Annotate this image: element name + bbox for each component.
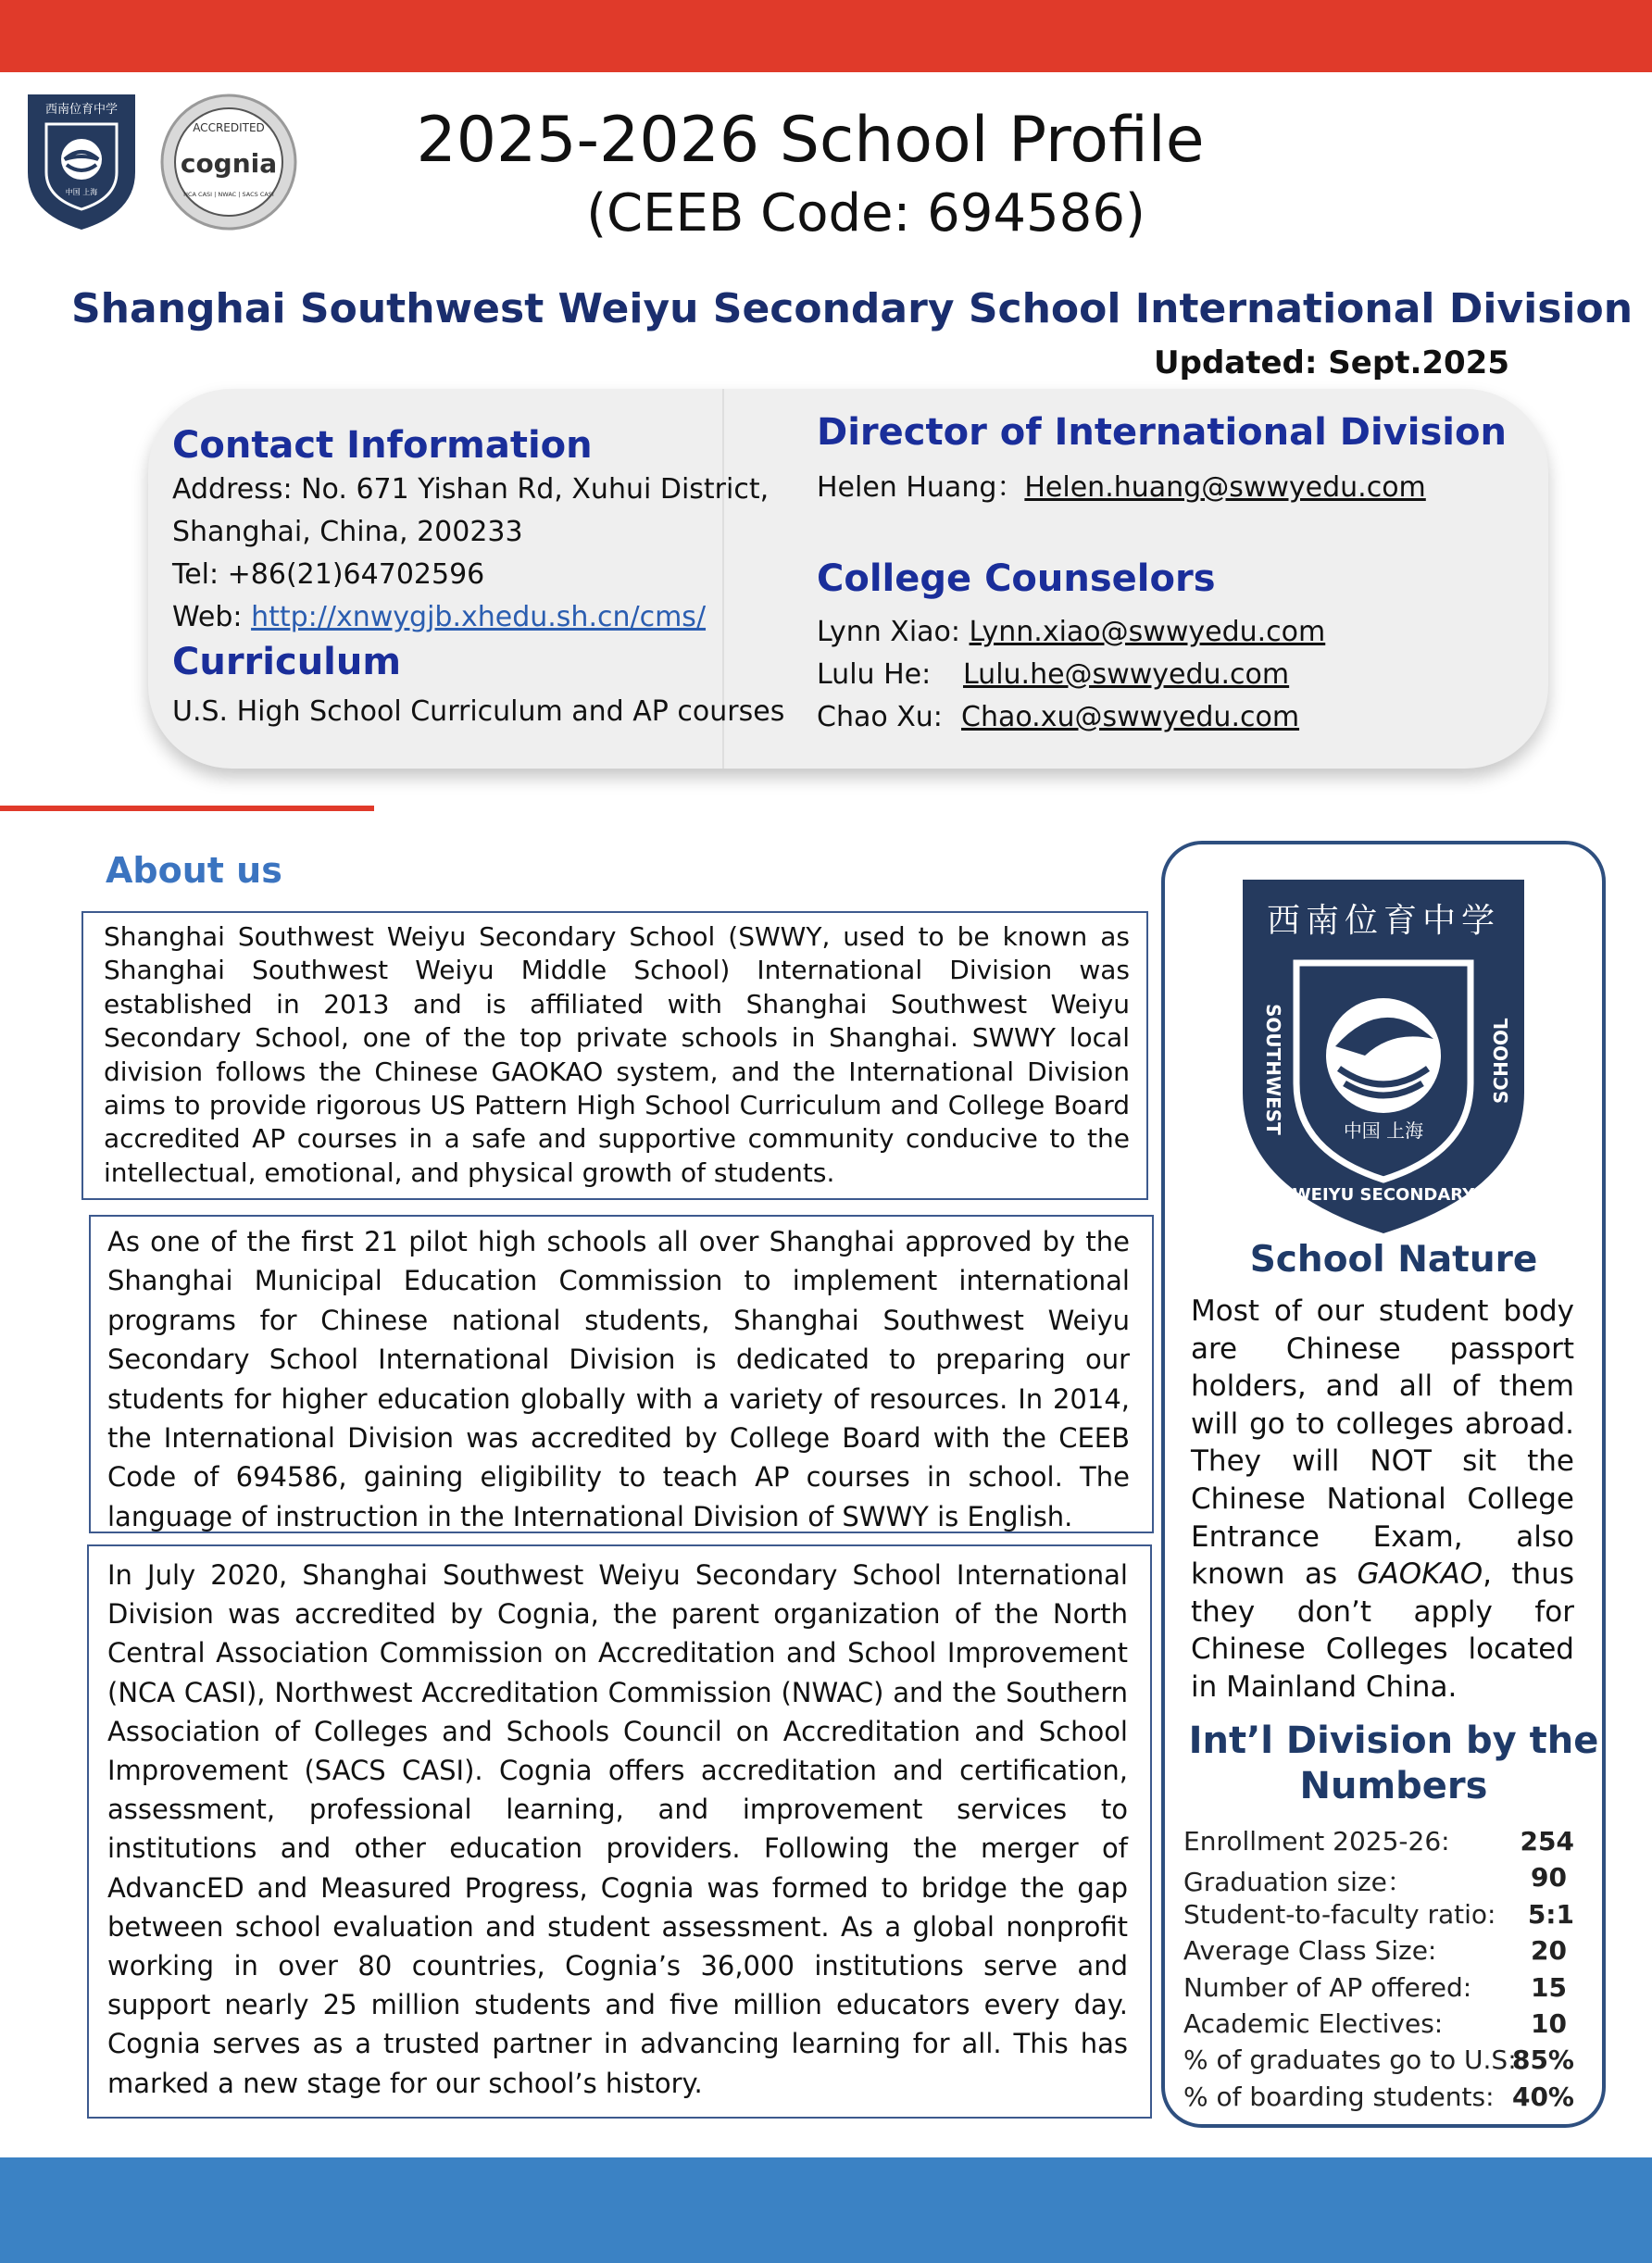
emblem-city: 中国 上海	[65, 188, 98, 196]
school-emblem-large	[1235, 874, 1532, 1237]
curriculum-text: U.S. High School Curriculum and AP courses	[172, 695, 785, 728]
curriculum-heading: Curriculum	[172, 641, 402, 683]
counselor-row	[817, 696, 1299, 739]
page-title: 2025-2026 School Profile	[416, 104, 1205, 177]
counselor-name: Chao Xu:	[817, 701, 943, 733]
gaokao-term: GAOKAO	[1357, 1557, 1483, 1592]
director-name: Helen Huang：	[817, 471, 1025, 504]
stats-list	[1183, 1826, 1574, 2118]
stat-value: 10	[1531, 2007, 1567, 2039]
stat-value: 85%	[1511, 2044, 1574, 2076]
nature-text-end: , thus they don’t apply for Chinese Colleges located in Mainland China.	[1191, 1557, 1574, 1704]
contact-address-line2: Shanghai, China, 200233	[172, 516, 523, 548]
about-paragraph-3: In July 2020, Shanghai Southwest Weiyu Secondary School International Division was accredited by Cognia, the parent organization of the North Central Association Commission on Accreditation and School Improvement (NCA CASI), Northwest Accreditation Commission (NWAC) and the Southern Association of Colleges and Schools Council on Accreditation and School Improvement (SACS CASI). Cognia offers accreditation and certification, assessment, professional learning, and improvement services to institutions and other education providers. Following the merger of AdvancED and Measured Progress, Cognia was formed to bridge the gap between school evaluation and student assessment. As a global nonprofit working in over 80 countries, Cognia’s 36,000 institutions serve and support nearly 25 million students and five million educators every day. Cognia serves as a trusted partner in advancing learning for all. This has marked a new stage for our school’s history.	[87, 1544, 1152, 2119]
stat-label: Average Class Size:	[1183, 1935, 1437, 1967]
emblem-top-text: 西南位育中学	[44, 103, 119, 117]
director-heading: Director of International Division	[817, 411, 1507, 454]
contact-heading: Contact Information	[172, 424, 593, 467]
counselor-email-link[interactable]: Chao.xu@swwyedu.com	[961, 701, 1300, 733]
stat-label: Student-to-faculty ratio:	[1183, 1898, 1496, 1930]
stat-value: 40%	[1511, 2081, 1574, 2112]
stat-label: Academic Electives:	[1183, 2007, 1444, 2039]
counselor-email-link[interactable]: Lulu.he@swwyedu.com	[963, 658, 1290, 691]
contact-address-line1: Address: No. 671 Yishan Rd, Xuhui District,	[172, 473, 770, 506]
counselor-row	[817, 654, 1289, 696]
stat-value: 15	[1531, 1971, 1567, 2003]
stat-row	[1183, 1972, 1574, 2008]
director-email-link[interactable]: Helen.huang@swwyedu.com	[1024, 471, 1426, 504]
updated-date: Updated: Sept.2025	[1154, 344, 1509, 381]
emblem-left-text: SOUTHWEST	[1262, 1004, 1284, 1135]
contact-tel: Tel: +86(21)64702596	[172, 558, 485, 591]
stat-row	[1183, 1899, 1574, 1935]
school-nature-text	[1191, 1293, 1574, 1707]
stat-value: 254	[1520, 1826, 1574, 1857]
stat-row	[1183, 2008, 1574, 2044]
school-nature-heading: School Nature	[1249, 1239, 1538, 1281]
about-paragraph-1: Shanghai Southwest Weiyu Secondary School (SWWY, used to be known as Shanghai Southwest Weiyu Middle School) International Division was established in 2013 and is affiliated with Shanghai Southwest Weiyu Secondary School, one of the top private schools in Shanghai. SWWY local division follows the Chinese GAOKAO system, and the International Division aims to provide rigorous US Pattern High School Curriculum and College Board accredited AP courses in a safe and supportive community conducive to the intellectual, emotional, and physical growth of students.	[81, 911, 1148, 1200]
about-heading: About us	[106, 850, 282, 891]
stat-row	[1183, 1826, 1574, 1862]
stat-row	[1183, 1935, 1574, 1971]
emblem-right-text: SCHOOL	[1490, 1018, 1512, 1104]
emblem-top-text: 西南位育中学	[1266, 902, 1501, 940]
cognia-brand-text: cognia	[180, 148, 278, 179]
stat-label: % of graduates go to U.S:	[1183, 2044, 1517, 2076]
stat-value: 5:1	[1527, 1898, 1574, 1930]
stat-value: 90	[1531, 1862, 1567, 1894]
numbers-heading: Int’l Division by the Numbers	[1188, 1719, 1599, 1807]
section-divider	[0, 806, 374, 811]
cognia-accredited-text: ACCREDITED	[193, 121, 265, 134]
contact-web	[172, 596, 706, 639]
stat-label: Enrollment 2025-26:	[1183, 1826, 1450, 1857]
counselor-row	[817, 611, 1325, 654]
top-red-bar	[0, 0, 1652, 72]
cognia-ring-text: NCA CASI | NWAC | SACS CASI	[183, 191, 274, 198]
web-label: Web:	[172, 601, 252, 633]
stat-value: 20	[1531, 1935, 1567, 1967]
counselors-heading: College Counselors	[817, 557, 1216, 600]
stat-label: Number of AP offered:	[1183, 1971, 1472, 2003]
bottom-blue-bar	[0, 2157, 1652, 2263]
counselor-name: Lynn Xiao:	[817, 616, 970, 648]
emblem-bottom-text: WEIYU SECONDARY	[1292, 1185, 1475, 1205]
stat-row	[1183, 1862, 1574, 1898]
stat-label: Graduation size：	[1183, 1867, 1413, 1898]
website-link[interactable]: http://xnwygjb.xhedu.sh.cn/cms/	[251, 601, 707, 633]
nature-text-start: Most of our student body are Chinese passport holders, and all of them will go to colleges abroad. They will NOT sit the Chinese National College Entrance Exam, also known as	[1191, 1294, 1574, 1592]
school-shield-logo	[24, 91, 139, 231]
counselor-email-link[interactable]: Lynn.xiao@swwyedu.com	[969, 616, 1326, 648]
stat-row	[1183, 2044, 1574, 2081]
ceeb-code: (CEEB Code: 694586)	[586, 183, 1145, 244]
emblem-city: 中国 上海	[1343, 1119, 1424, 1142]
about-paragraph-2: As one of the first 21 pilot high schools all over Shanghai approved by the Shanghai Municipal Education Commission to implement international programs for Chinese national students, Shanghai Southwest Weiyu Secondary School International Division is dedicated to preparing our students for higher education globally with a variety of resources. In 2014, the International Division was accredited by College Board with the CEEB Code of 694586, gaining eligibility to teach AP courses in school. The language of instruction in the International Division of SWWY is English.	[89, 1215, 1154, 1533]
stat-label: % of boarding students:	[1183, 2081, 1495, 2112]
director-contact	[817, 467, 1426, 509]
school-name: Shanghai Southwest Weiyu Secondary School International Division	[70, 285, 1633, 332]
counselor-name: Lulu He:	[817, 658, 932, 691]
stat-row	[1183, 2082, 1574, 2118]
